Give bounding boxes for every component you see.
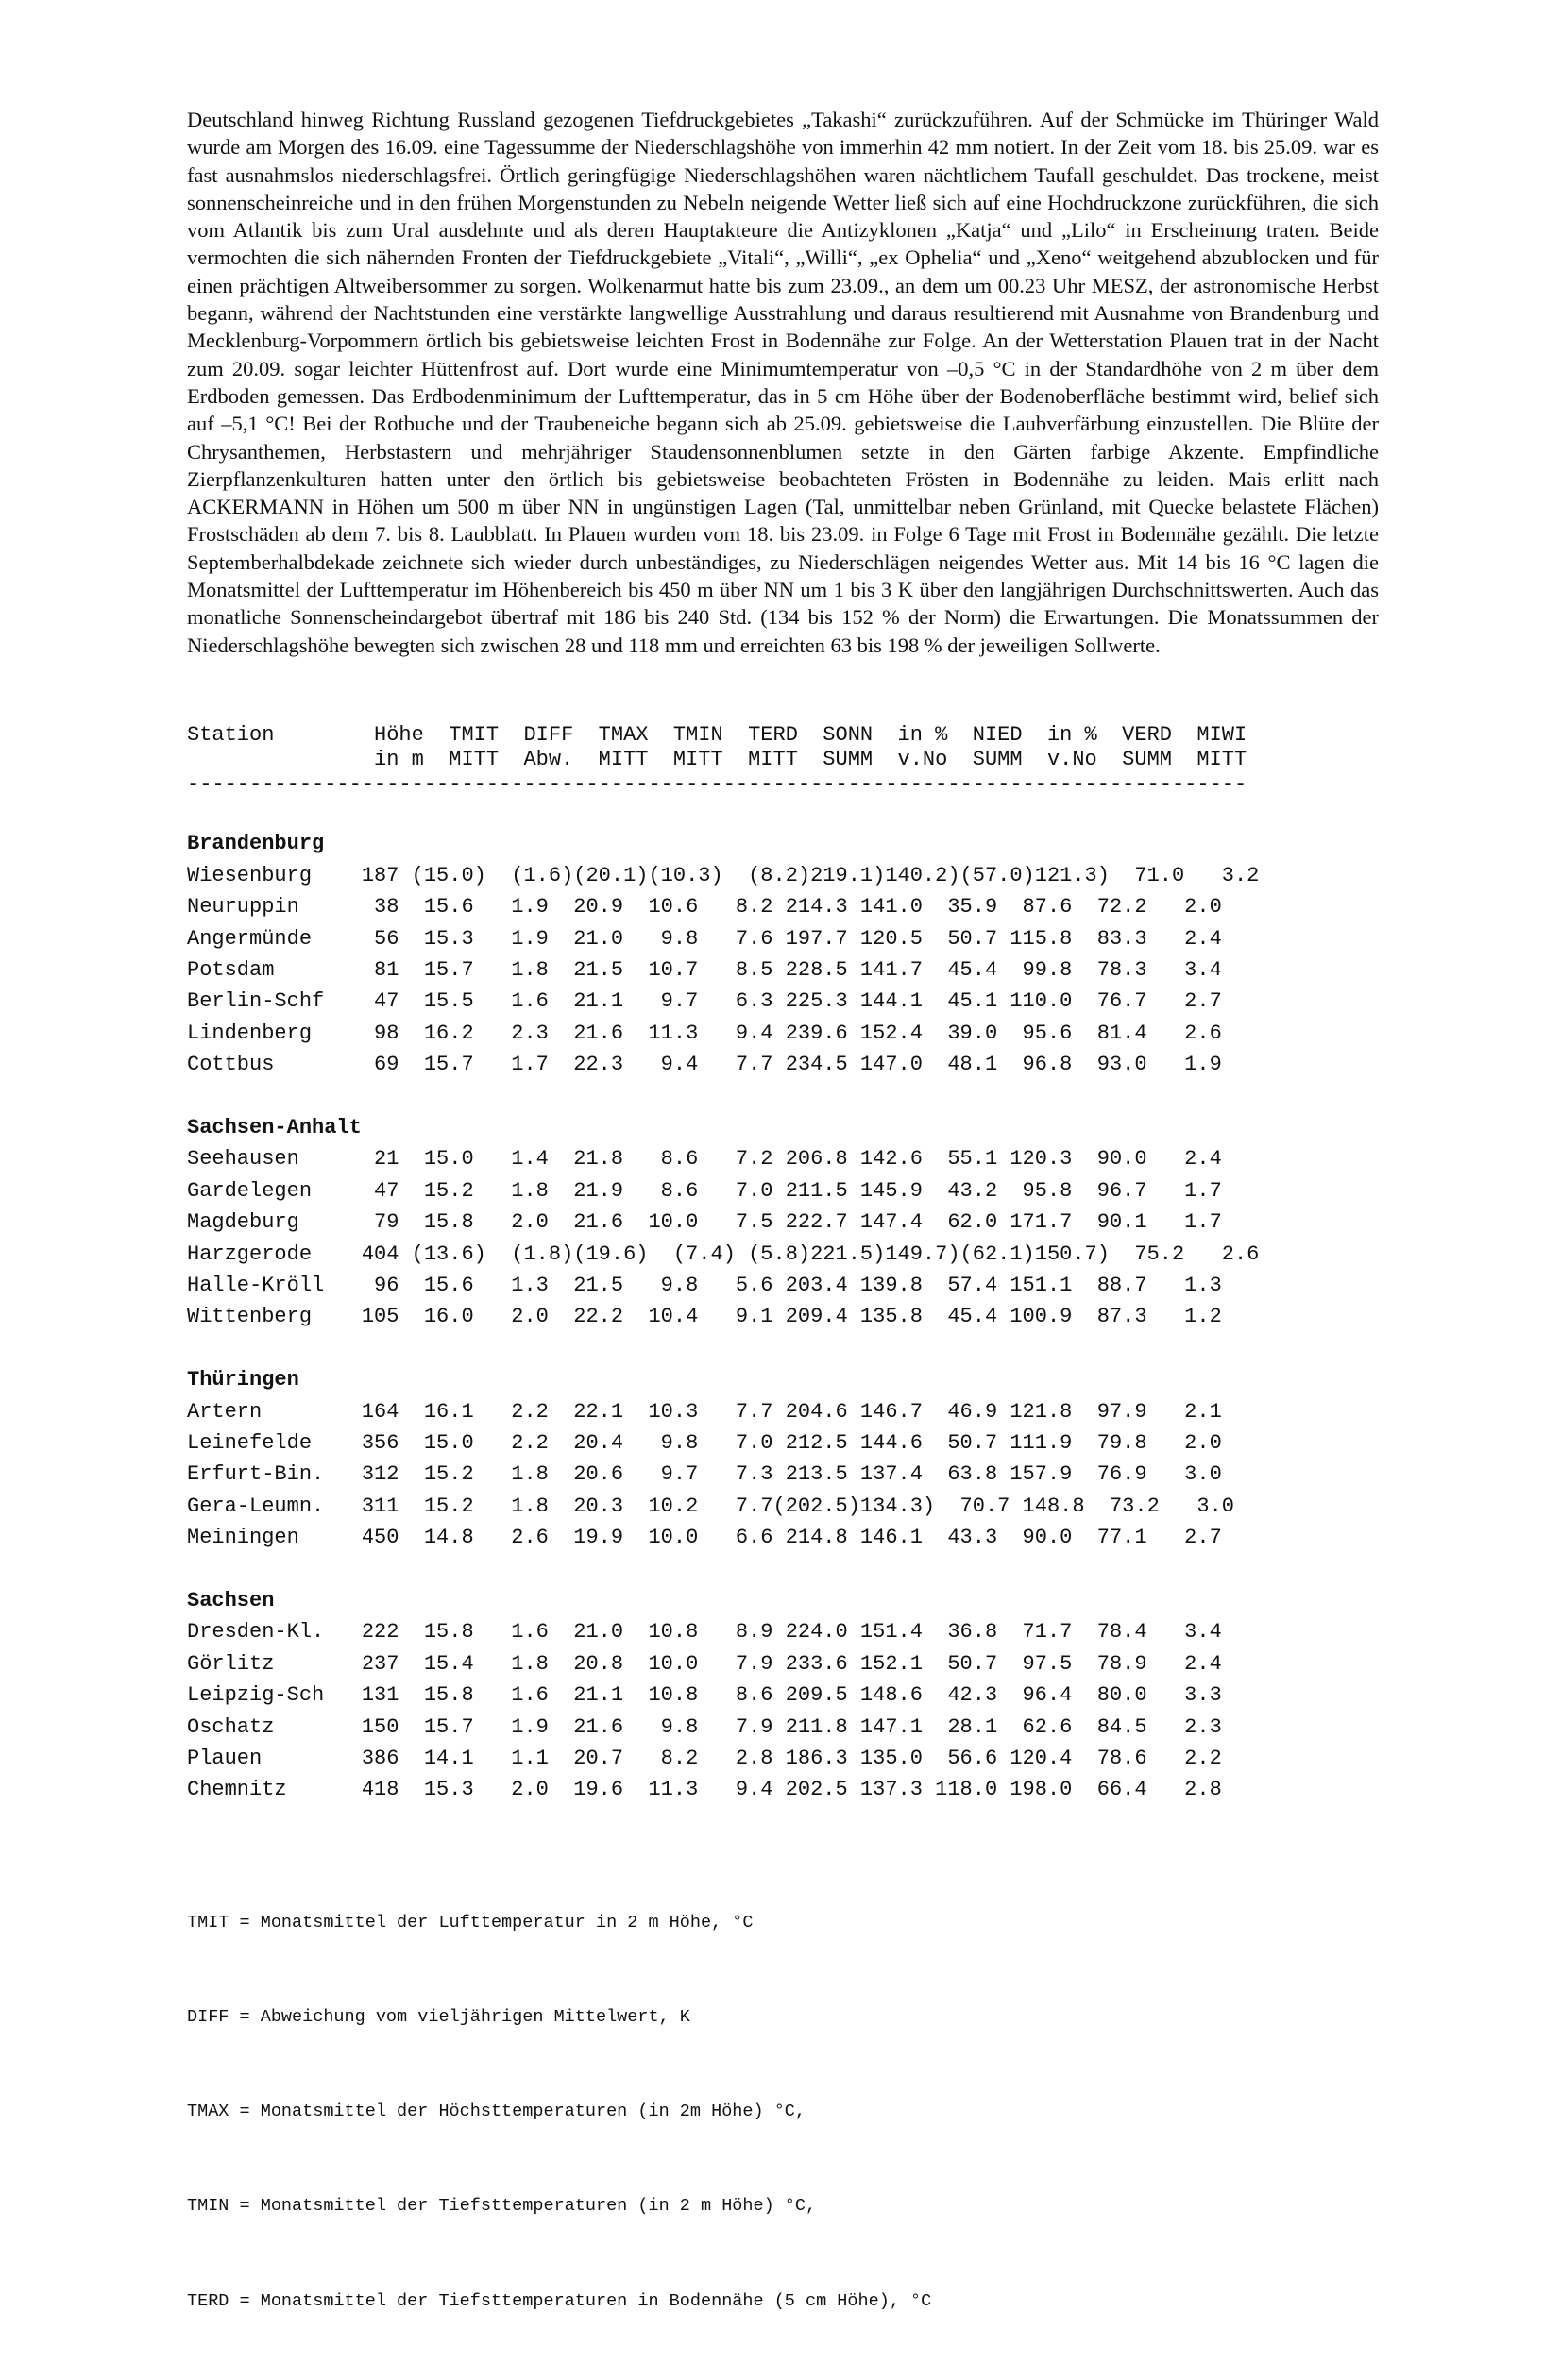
table-row: Dresden-Kl. 222 15.8 1.6 21.0 10.8 8.9 224.0 151.4 36.8 71.7 78.4 3.4 (187, 1620, 1222, 1645)
group-title: Sachsen (187, 1589, 275, 1613)
legend-line: TMIN = Monatsmittel der Tiefsttemperaturen (in 2 m Höhe) °C, (187, 2196, 817, 2217)
spacer (187, 1081, 1379, 1112)
weather-table-body (187, 828, 1379, 1806)
table-row: Artern 164 16.1 2.2 22.1 10.3 7.7 204.6 146.7 46.9 121.8 97.9 2.1 (187, 1399, 1222, 1424)
table-row: Plauen 386 14.1 1.1 20.7 8.2 2.8 186.3 135.0 56.6 120.4 78.6 2.2 (187, 1747, 1222, 1771)
spacer (187, 797, 1379, 828)
spacer (187, 1333, 1379, 1364)
table-row: Oschatz 150 15.7 1.9 21.6 9.8 7.9 211.8 147.1 28.1 62.6 84.5 2.3 (187, 1714, 1222, 1739)
table-row: Seehausen 21 15.0 1.4 21.8 8.6 7.2 206.8 142.6 55.1 120.3 90.0 2.4 (187, 1147, 1222, 1172)
table-row: Halle-Kröll 96 15.6 1.3 21.5 9.8 5.6 203.4 139.8 57.4 151.1 88.7 1.3 (187, 1274, 1222, 1297)
table-row: Meiningen 450 14.8 2.6 19.9 10.0 6.6 214.8 146.1 43.3 90.0 77.1 2.7 (187, 1526, 1222, 1550)
legend-line: TMIT = Monatsmittel der Lufttemperatur in 2 m Höhe, °C (187, 1912, 754, 1933)
table-row: Cottbus 69 15.7 1.7 22.3 9.4 7.7 234.5 147.0 48.1 96.8 93.0 1.9 (187, 1053, 1222, 1077)
group-title: Brandenburg (187, 832, 325, 856)
spacer (187, 1554, 1379, 1585)
group-title: Sachsen-Anhalt (187, 1115, 362, 1139)
table-row: Potsdam 81 15.7 1.8 21.5 10.7 8.5 228.5 141.7 45.4 99.8 78.3 3.4 (187, 957, 1222, 982)
table-row: Angermünde 56 15.3 1.9 21.0 9.8 7.6 197.7 120.5 50.7 115.8 83.3 2.4 (187, 926, 1222, 951)
table-row: Leipzig-Sch 131 15.8 1.6 21.1 10.8 8.6 209.5 148.6 42.3 96.4 80.0 3.3 (187, 1683, 1222, 1708)
table-row: Görlitz 237 15.4 1.8 20.8 10.0 7.9 233.6 152.1 50.7 97.5 78.9 2.4 (187, 1651, 1222, 1676)
legend-line: TMAX = Monatsmittel der Höchsttemperaturen (in 2m Höhe) °C, (187, 2101, 806, 2122)
table-row: Magdeburg 79 15.8 2.0 21.6 10.0 7.5 222.7 147.4 62.0 171.7 90.1 1.7 (187, 1210, 1222, 1235)
table-row: Chemnitz 418 15.3 2.0 19.6 11.3 9.4 202.5 137.3 118.0 198.0 66.4 2.8 (187, 1778, 1222, 1802)
table-row: Gera-Leumn. 311 15.2 1.8 20.3 10.2 7.7(202.5)134.3) 70.7 148.8 73.2 3.0 (187, 1494, 1234, 1518)
table-row: Wiesenburg 187 (15.0) (1.6)(20.1)(10.3) (8.2)219.1)140.2)(57.0)121.3) 71.0 3.2 (187, 863, 1260, 887)
table-row: Erfurt-Bin. 312 15.2 1.8 20.6 9.7 7.3 213.5 137.4 63.8 157.9 76.9 3.0 (187, 1462, 1222, 1487)
table-rule: ------------------------------------------------------------------------------------- (187, 771, 1247, 796)
document-page (187, 106, 1379, 2380)
table-row: Gardelegen 47 15.2 1.8 21.9 8.6 7.0 211.5 145.9 43.2 95.8 96.7 1.7 (187, 1178, 1222, 1203)
legend (187, 1844, 1379, 2380)
table-row: Wittenberg 105 16.0 2.0 22.2 10.4 9.1 209.4 135.8 45.4 100.9 87.3 1.2 (187, 1305, 1222, 1329)
table-row: Harzgerode 404 (13.6) (1.8)(19.6) (7.4) (5.8)221.5)149.7)(62.1)150.7) 75.2 2.6 (187, 1241, 1260, 1266)
legend-line: TERD = Monatsmittel der Tiefsttemperaturen in Bodennähe (5 cm Höhe), °C (187, 2290, 932, 2311)
table-row: Leinefelde 356 15.0 2.2 20.4 9.8 7.0 212.5 144.6 50.7 111.9 79.8 2.0 (187, 1431, 1222, 1456)
group-title: Thüringen (187, 1368, 299, 1393)
body-paragraph: Deutschland hinweg Richtung Russland gezogenen Tiefdruckgebietes „Takashi“ zurückzuführen. Auf der Schmücke im Thüringer Wald wurde am Morgen des 16.09. eine Tagessumme der Niederschlagshöhe von immerhin 42 mm notiert. In der Zeit vom 18. bis 25.09. war es fast ausnahmslos niederschlagsfrei. Örtlich geringfügige Niederschlagshöhen waren nächtlichem Taufall geschuldet. Das trockene, meist sonnenscheinreiche und in den frühen Morgenstunden zu Nebeln neigende Wetter ließ sich auf eine Hochdruckzone zurückführen, die sich vom Atlantik bis zum Ural ausdehnte und als deren Hauptakteure die Antizyklonen „Katja“ und „Lilo“ in Erscheinung traten. Beide vermochten die sich nähernden Fronten der Tiefdruckgebiete „Vitali“, „Willi“, „ex Ophelia“ und „Xeno“ weitgehend abzublocken und für einen prächtigen Altweibersommer zu sorgen. Wolkenarmut hatte bis zum 23.09., an dem um 00.23 Uhr MESZ, der astronomische Herbst begann, während der Nachtstunden eine verstärkte langwellige Ausstrahlung und daraus resultierend mit Ausnahme von Brandenburg und Mecklenburg-Vorpommern örtlich bis gebietsweise leichten Frost in Bodennähe zur Folge. An der Wetterstation Plauen trat in der Nacht zum 20.09. sogar leichter Hüttenfrost auf. Dort wurde eine Minimumtemperatur von –0,5 °C in der Standardhöhe von 2 m über dem Erdboden gemessen. Das Erdbodenminimum der Lufttemperatur, das in 5 cm Höhe über der Bodenoberfläche bestimmt wird, belief sich auf –5,1 °C! Bei der Rotbuche und der Traubeneiche begann sich ab 25.09. gebietsweise die Laubverfärbung einzustellen. Die Blüte der Chrysanthemen, Herbstastern und mehrjähriger Staudensonnenblumen setzte in den Gärten farbige Akzente. Empfindliche Zierpflanzenkulturen hatten unter den örtlich bis gebietsweise beobachteten Frösten in Bodennähe zu leiden. Mais erlitt nach ACKERMANN in Höhen um 500 m über NN in ungünstigen Lagen (Tal, unmittelbar neben Grünland, mit Quecke belastete Flächen) Frostschäden ab dem 7. bis 8. Laubblatt. In Plauen wurden vom 18. bis 23.09. in Folge 6 Tage mit Frost in Bodennähe gezählt. Die letzte Septemberhalbdekade zeichnete sich wieder durch unbeständiges, zu Niederschlägen neigendes Wetter aus. Mit 14 bis 16 °C lagen die Monatsmittel der Lufttemperatur im Höhenbereich bis 450 m über NN um 1 bis 3 K über den langjährigen Durchschnittswerten. Auch das monatliche Sonnenscheindargebot übertraf mit 186 bis 240 Std. (134 bis 152 % der Norm) die Erwartungen. Die Monatssummen der Niederschlagshöhe bewegten sich zwischen 28 und 118 mm und erreichten 63 bis 198 % der jeweiligen Sollwerte. (187, 108, 1379, 657)
legend-line: DIFF = Abweichung vom vieljährigen Mittelwert, K (187, 2006, 690, 2027)
table-row: Berlin-Schf 47 15.5 1.6 21.1 9.7 6.3 225.3 144.1 45.1 110.0 76.7 2.7 (187, 989, 1222, 1014)
table-row: Lindenberg 98 16.2 2.3 21.6 11.3 9.4 239.6 152.4 39.0 95.6 81.4 2.6 (187, 1021, 1222, 1045)
table-header-line-2: in m MITT Abw. MITT MITT MITT SUMM v.No SUMM v.No SUMM MITT (187, 747, 1247, 771)
table-row: Neuruppin 38 15.6 1.9 20.9 10.6 8.2 214.3 141.0 35.9 87.6 72.2 2.0 (187, 895, 1222, 920)
table-header-line-1: Station Höhe TMIT DIFF TMAX TMIN TERD SONN in % NIED in % VERD MIWI (187, 722, 1247, 747)
